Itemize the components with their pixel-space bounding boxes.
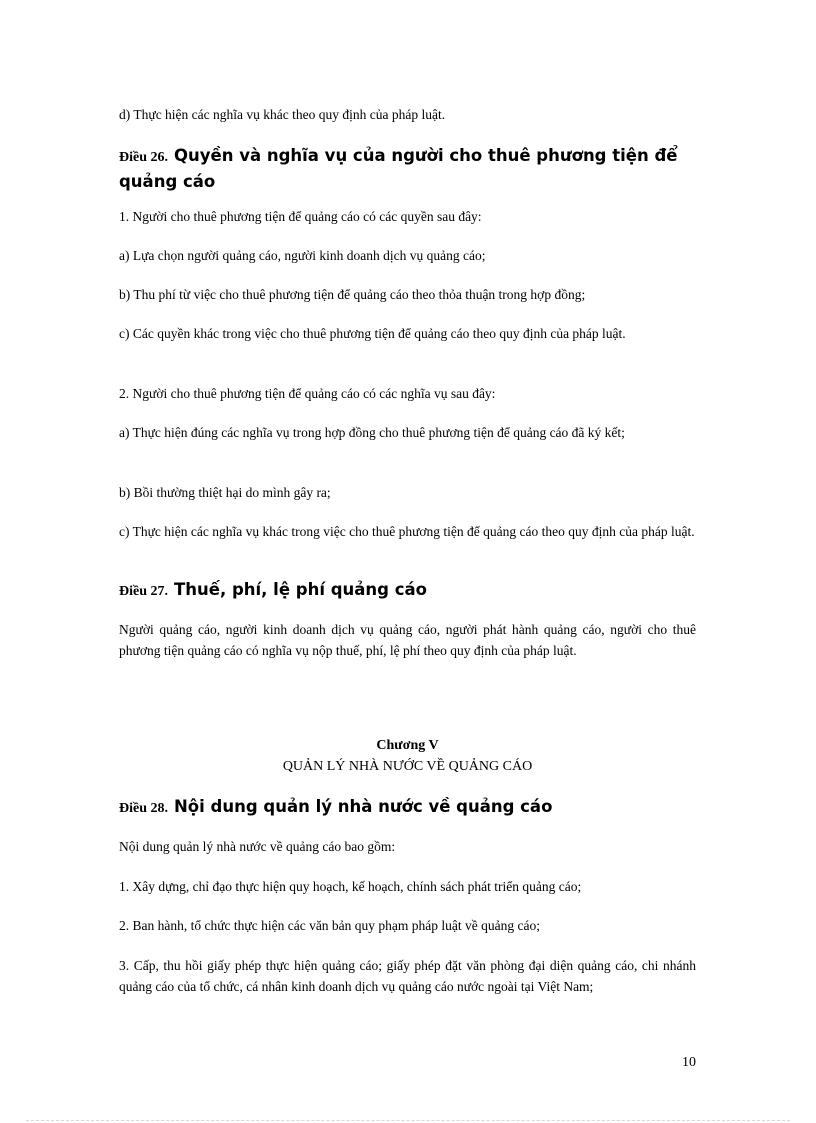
chapter-number: Chương V <box>376 738 439 753</box>
article-26-clause-2: 2. Người cho thuê phương tiện để quảng cáo có các nghĩa vụ sau đây: <box>119 386 496 401</box>
article-26-clause-1b: b) Thu phí từ việc cho thuê phương tiện để quảng cáo theo thỏa thuận trong hợp đồng; <box>119 287 586 302</box>
chapter-title: QUẢN LÝ NHÀ NƯỚC VỀ QUẢNG CÁO <box>282 759 533 774</box>
article-26-clause-2b: b) Bồi thường thiệt hại do mình gây ra; <box>119 485 331 500</box>
article-27-heading <box>119 577 709 603</box>
article-26-heading <box>119 143 709 193</box>
article-27-number: Điều 27. <box>119 584 168 599</box>
article-28-clause-1: 1. Xây dựng, chỉ đạo thực hiện quy hoạch, kế hoạch, chính sách phát triển quảng cáo; <box>119 879 582 894</box>
article-26-number: Điều 26. <box>119 150 168 165</box>
article-26-clause-1c: c) Các quyền khác trong việc cho thuê phương tiện để quảng cáo theo quy định của pháp luật. <box>119 326 626 341</box>
article-28-number: Điều 28. <box>119 801 168 816</box>
article-28-heading <box>119 794 709 820</box>
article-26-clause-1: 1. Người cho thuê phương tiện để quảng cáo có các quyền sau đây: <box>119 209 482 224</box>
article-27-title: Thuế, phí, lệ phí quảng cáo <box>174 580 427 599</box>
article-28-intro: Nội dung quản lý nhà nước về quảng cáo bao gồm: <box>119 839 396 854</box>
article-28-clause-2: 2. Ban hành, tổ chức thực hiện các văn bản quy phạm pháp luật về quảng cáo; <box>119 918 540 933</box>
paragraph-obligation-d: d) Thực hiện các nghĩa vụ khác theo quy định của pháp luật. <box>119 107 446 122</box>
article-26-clause-1a: a) Lựa chọn người quảng cáo, người kinh doanh dịch vụ quảng cáo; <box>119 248 486 263</box>
article-26-clause-2c: c) Thực hiện các nghĩa vụ khác trong việc cho thuê phương tiện để quảng cáo theo quy định của pháp luật. <box>119 524 695 539</box>
article-28-clause-3: 3. Cấp, thu hồi giấy phép thực hiện quảng cáo; giấy phép đặt văn phòng đại diện quảng cáo, chi nhánh quảng cáo của tổ chức, cá nhân kinh doanh dịch vụ quảng cáo nước ngoài tại Việt Nam; <box>119 958 696 994</box>
page-number: 10 <box>682 1055 696 1070</box>
article-26-title: Quyền và nghĩa vụ của người cho thuê phương tiện để quảng cáo <box>119 146 678 191</box>
article-27-body: Người quảng cáo, người kinh doanh dịch vụ quảng cáo, người phát hành quảng cáo, người cho thuê phương tiện quảng cáo có nghĩa vụ nộp thuế, phí, lệ phí theo quy định của pháp luật. <box>119 622 696 658</box>
article-26-clause-2a: a) Thực hiện đúng các nghĩa vụ trong hợp đồng cho thuê phương tiện để quảng cáo đã ký kết; <box>119 425 625 440</box>
page-bottom-divider <box>26 1120 790 1121</box>
article-28-title: Nội dung quản lý nhà nước về quảng cáo <box>174 797 553 816</box>
